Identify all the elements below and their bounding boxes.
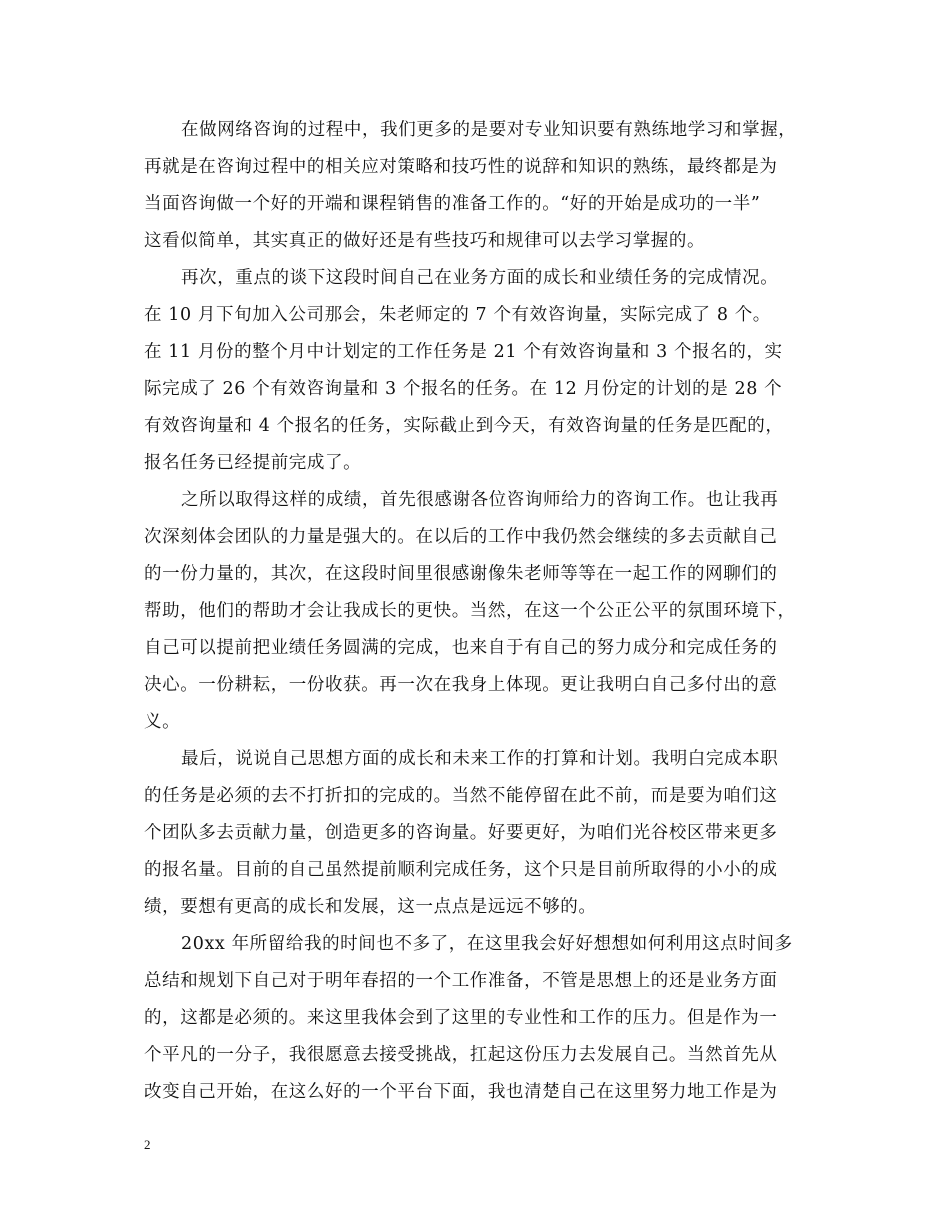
text-line: 帮助，他们的帮助才会让我成长的更快。当然，在这一个公正公平的氛围环境下， [144, 601, 796, 621]
text-line: 总结和规划下自己对于明年春招的一个工作准备，不管是思想上的还是业务方面 [144, 971, 778, 991]
text-line: 的报名量。目前的自己虽然提前顺利完成任务，这个只是目前所取得的小小的成 [144, 860, 778, 880]
text-line: 际完成了 26 个有效咨询量和 3 个报名的任务。在 12 月份定的计划的是 28 个 [144, 379, 783, 399]
text-line: 最后，说说自己思想方面的成长和未来工作的打算和计划。我明白完成本职 [181, 749, 779, 769]
text-line: 当面咨询做一个好的开端和课程销售的准备工作的。“好的开始是成功的一半” [144, 194, 761, 214]
text-line: 自己可以提前把业绩任务圆满的完成，也来自于有自己的努力成分和完成任务的 [144, 638, 778, 658]
text-line: 在做网络咨询的过程中，我们更多的是要对专业知识要有熟练地学习和掌握， [181, 120, 797, 140]
text-line: 报名任务已经提前完成了。 [144, 453, 362, 473]
text-line: 的，这都是必须的。来这里我体会到了这里的专业性和工作的压力。但是作为一 [144, 1008, 778, 1028]
text-line: 20xx 年所留给我的时间也不多了，在这里我会好好想想如何利用这点时间多 [181, 934, 793, 954]
text-line: 之所以取得这样的成绩，首先很感谢各位咨询师给力的咨询工作。也让我再 [181, 490, 779, 510]
text-line: 的一份力量的，其次，在这段时间里很感谢像朱老师等等在一起工作的网聊们的 [144, 564, 778, 584]
text-line: 个平凡的一分子，我很愿意去接受挑战，扛起这份压力去发展自己。当然首先从 [144, 1045, 778, 1065]
text-line: 再就是在咨询过程中的相关应对策略和技巧性的说辞和知识的熟练，最终都是为 [144, 157, 778, 177]
page-number: 2 [144, 1137, 151, 1152]
text-line: 在 10 月下旬加入公司那会，朱老师定的 7 个有效咨询量，实际完成了 8 个。 [144, 305, 771, 325]
text-line: 在 11 月份的整个月中计划定的工作任务是 21 个有效咨询量和 3 个报名的，实 [144, 342, 783, 362]
text-line: 义。 [144, 712, 181, 732]
text-line: 有效咨询量和 4 个报名的任务，实际截止到今天，有效咨询量的任务是匹配的， [144, 416, 784, 436]
text-line: 个团队多去贡献力量，创造更多的咨询量。好要更好，为咱们光谷校区带来更多 [144, 823, 778, 843]
text-line: 次深刻体会团队的力量是强大的。在以后的工作中我仍然会继续的多去贡献自己 [144, 527, 778, 547]
text-line: 决心。一份耕耘，一份收获。再一次在我身上体现。更让我明白自己多付出的意 [144, 675, 778, 695]
text-line: 这看似简单，其实真正的做好还是有些技巧和规律可以去学习掌握的。 [144, 231, 706, 251]
text-line: 再次，重点的谈下这段时间自己在业务方面的成长和业绩任务的完成情况。 [181, 268, 779, 288]
text-line: 的任务是必须的去不打折扣的完成的。当然不能停留在此不前，而是要为咱们这 [144, 786, 778, 806]
text-line: 改变自己开始，在这么好的一个平台下面，我也清楚自己在这里努力地工作是为 [144, 1082, 778, 1102]
text-line: 绩，要想有更高的成长和发展，这一点点是远远不够的。 [144, 897, 597, 917]
